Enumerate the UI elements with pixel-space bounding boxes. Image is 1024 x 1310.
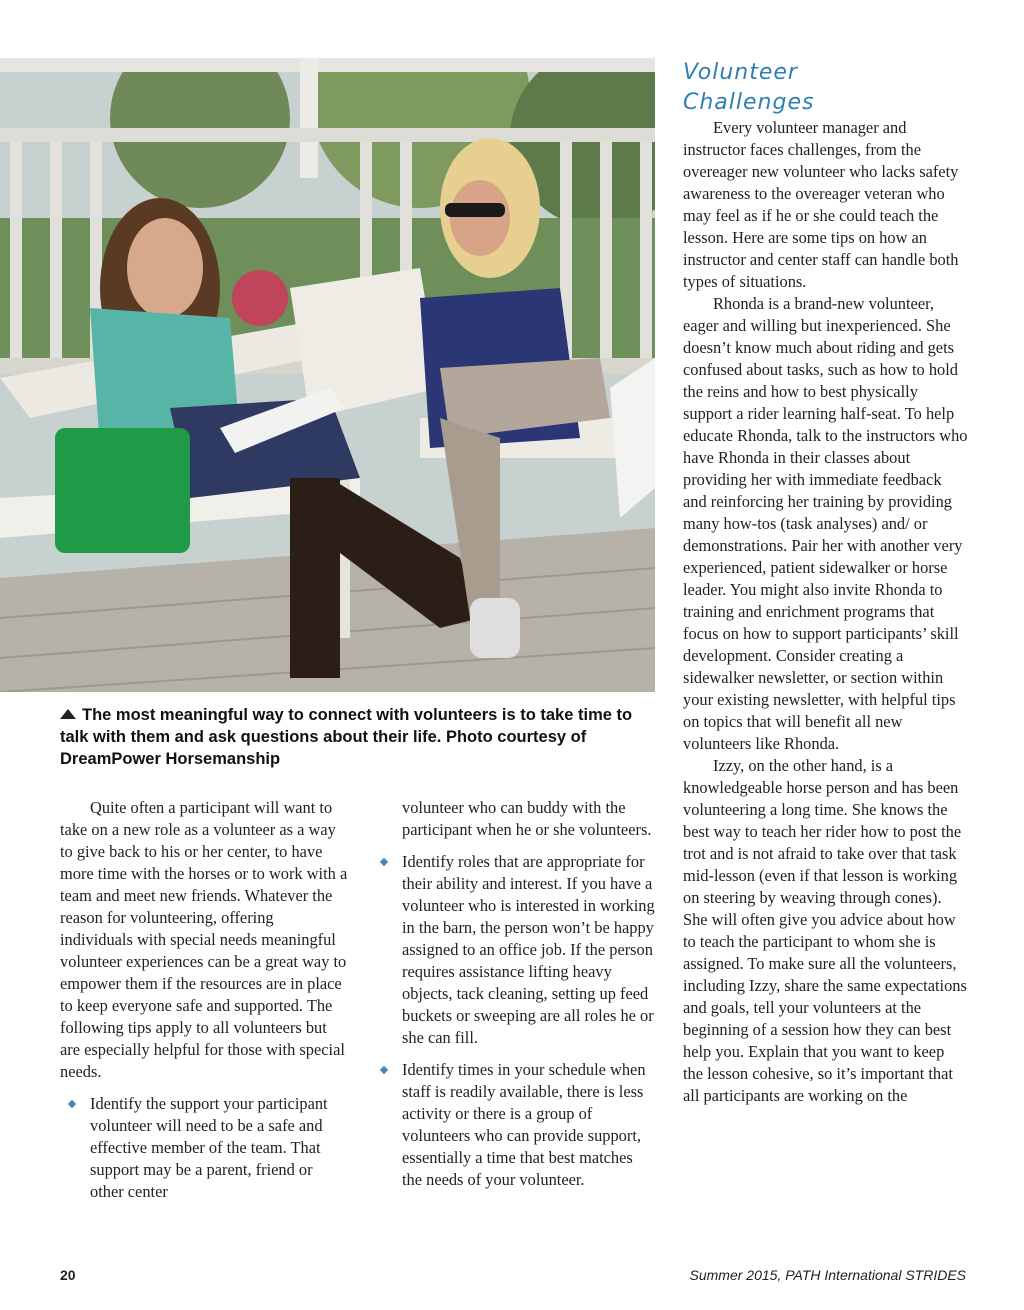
- issue-label: Summer 2015, PATH International STRIDES: [689, 1267, 966, 1283]
- right-column: [683, 117, 968, 1107]
- middle-column: [372, 797, 655, 1191]
- page-number: 20: [60, 1267, 76, 1283]
- photo: [0, 58, 655, 692]
- left-paragraph: Quite often a participant will want to take on a new role as a volunteer as a way to give back to his or her center, to have more time with the horses or to work with a team and meet new friends. Whatever the reason for volunteering, offering individuals with special needs meaningful volunteer experiences can be a great way to empower them if the resources are in place to keep everyone safe and supported. The following tips apply to all volunteers but are especially helpful for those with special needs.: [60, 798, 348, 1081]
- bullet-text-3: Identify times in your schedule when staff is readily available, there is less activity or there is a group of volunteers who can provide support, essentially a time that best matches the needs of your volunteer.: [402, 1060, 646, 1189]
- photo-caption: [60, 704, 650, 770]
- section-heading: [683, 58, 973, 118]
- bullet-item-2: [372, 851, 655, 1049]
- bullet-text-1: Identify the support your participant volunteer will need to be a safe and effective member of the team. That support may be a parent, friend or other center: [90, 1094, 328, 1201]
- triangle-up-icon: [60, 709, 76, 719]
- bullet-continuation: volunteer who can buddy with the participant when he or she volunteers.: [402, 798, 652, 839]
- caption-text: The most meaningful way to connect with volunteers is to take time to talk with them and ask questions about their life. Photo courtesy of DreamPower Horsemanship: [60, 706, 633, 768]
- heading-line-1: Volunteer: [683, 60, 798, 85]
- bullet-text-2: Identify roles that are appropriate for their ability and interest. If you have a volunteer who is interested in working in the barn, the person won’t be happy assigned to an office job. If the person requires assistance lifting heavy objects, tack cleaning, setting up feed buckets or sweeping are all roles he or she can fill.: [402, 852, 655, 1047]
- bullet-item-1: [60, 1093, 350, 1203]
- right-paragraph-1: Every volunteer manager and instructor faces challenges, from the overeager new volunteer who lacks safety awareness to the overeager veteran who may feel as if he or she could teach the lesson. Here are some tips on how an instructor and center staff can handle both types of situations.: [683, 118, 959, 291]
- right-paragraph-2: Rhonda is a brand-new volunteer, eager and willing but inexperienced. She doesn’t know much about riding and gets confused about tasks, such as how to hold the reins and how to best physically support a rider learning half-seat. To help educate Rhonda, talk to the instructors who have Rhonda in their classes about providing her with immediate feedback and reinforcing her training by providing many how-tos (task analyses) and/ or demonstrations. Pair her with another very experienced, patient sidewalker or horse leader. You might also invite Rhonda to training and enrichment programs that focus on how to support participants’ skill development. Consider creating a sidewalker newsletter, or section within your existing newsletter, with helpful tips on topics that will benefit all new volunteers like Rhonda.: [683, 294, 968, 753]
- right-paragraph-3: Izzy, on the other hand, is a knowledgeable horse person and has been volunteering a long time. She knows the best way to teach her rider how to post the trot and is not afraid to take over that task mid-lesson (even if that lesson is working on steering by weaving through cones). She will often give you advice about how to teach the participant to whom she is assigned. To make sure all the volunteers, including Izzy, share the same expectations and goals, tell your volunteers at the beginning of a session how they can best help you. Explain that you want to keep the lesson cohesive, so it’s important that all participants are working on the: [683, 756, 967, 1105]
- bullet-item-3: [372, 1059, 655, 1191]
- photo-two-women-talking-on-bench-icon: [0, 58, 655, 692]
- left-column: [60, 797, 350, 1203]
- heading-line-2: Challenges: [683, 90, 815, 115]
